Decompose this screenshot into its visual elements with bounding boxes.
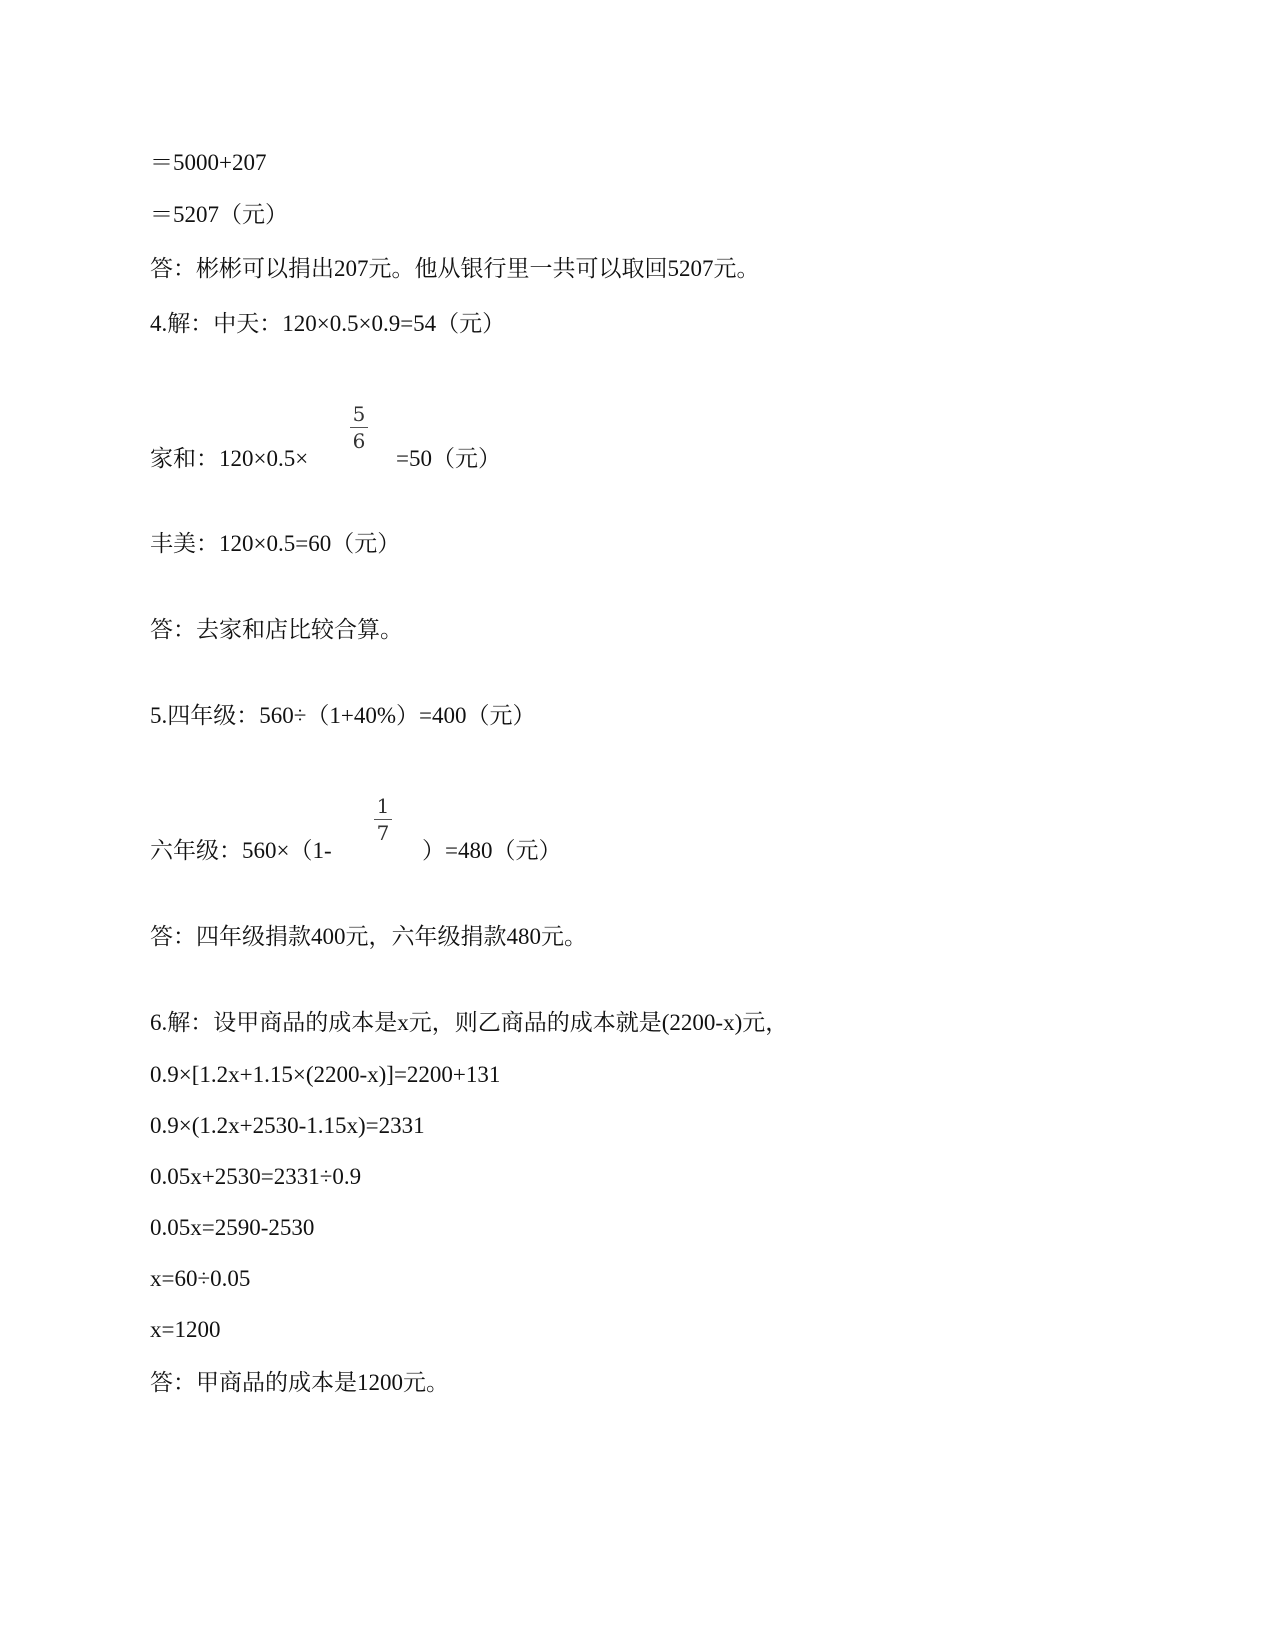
answer-line: 答：甲商品的成本是1200元。 xyxy=(150,1370,449,1395)
fraction-five-sixths xyxy=(347,403,371,452)
text-line: 家和：120×0.5× xyxy=(150,446,309,471)
fraction-bar xyxy=(350,427,368,428)
fraction-numerator: 5 xyxy=(352,402,366,426)
answer-line: 答：彬彬可以捐出207元。他从银行里一共可以取回5207元。 xyxy=(150,256,760,281)
equation-line: x=60÷0.05 xyxy=(150,1266,251,1291)
solution-line: 6.解：设甲商品的成本是x元，则乙商品的成本就是(2200-x)元， xyxy=(150,1010,789,1035)
answer-line: 答：去家和店比较合算。 xyxy=(150,617,403,642)
text-line: 六年级：560×（1- xyxy=(150,838,332,863)
equation-line: 0.05x+2530=2331÷0.9 xyxy=(150,1164,362,1189)
solution-line: 4.解：中天：120×0.5×0.9=54（元） xyxy=(150,311,506,336)
solution-line: 5.四年级：560÷（1+40%）=400（元） xyxy=(150,703,536,728)
equation-line: 0.9×(1.2x+2530-1.15x)=2331 xyxy=(150,1113,425,1138)
equation-line: 0.9×[1.2x+1.15×(2200-x)]=2200+131 xyxy=(150,1062,501,1087)
equation-line: x=1200 xyxy=(150,1317,221,1342)
text-line: 丰美：120×0.5=60（元） xyxy=(150,531,401,556)
text-line: ＝5000+207 xyxy=(150,150,267,175)
fraction-denominator: 6 xyxy=(352,429,366,453)
answer-line: 答：四年级捐款400元，六年级捐款480元。 xyxy=(150,924,587,949)
fraction-one-seventh xyxy=(371,795,395,844)
text-line: =50（元） xyxy=(396,446,501,471)
fraction-numerator: 1 xyxy=(376,794,390,818)
fraction-denominator: 7 xyxy=(376,821,390,845)
text-line: ＝5207（元） xyxy=(150,202,288,227)
fraction-bar xyxy=(374,819,392,820)
text-line: ）=480（元） xyxy=(422,838,562,863)
equation-line: 0.05x=2590-2530 xyxy=(150,1215,315,1240)
